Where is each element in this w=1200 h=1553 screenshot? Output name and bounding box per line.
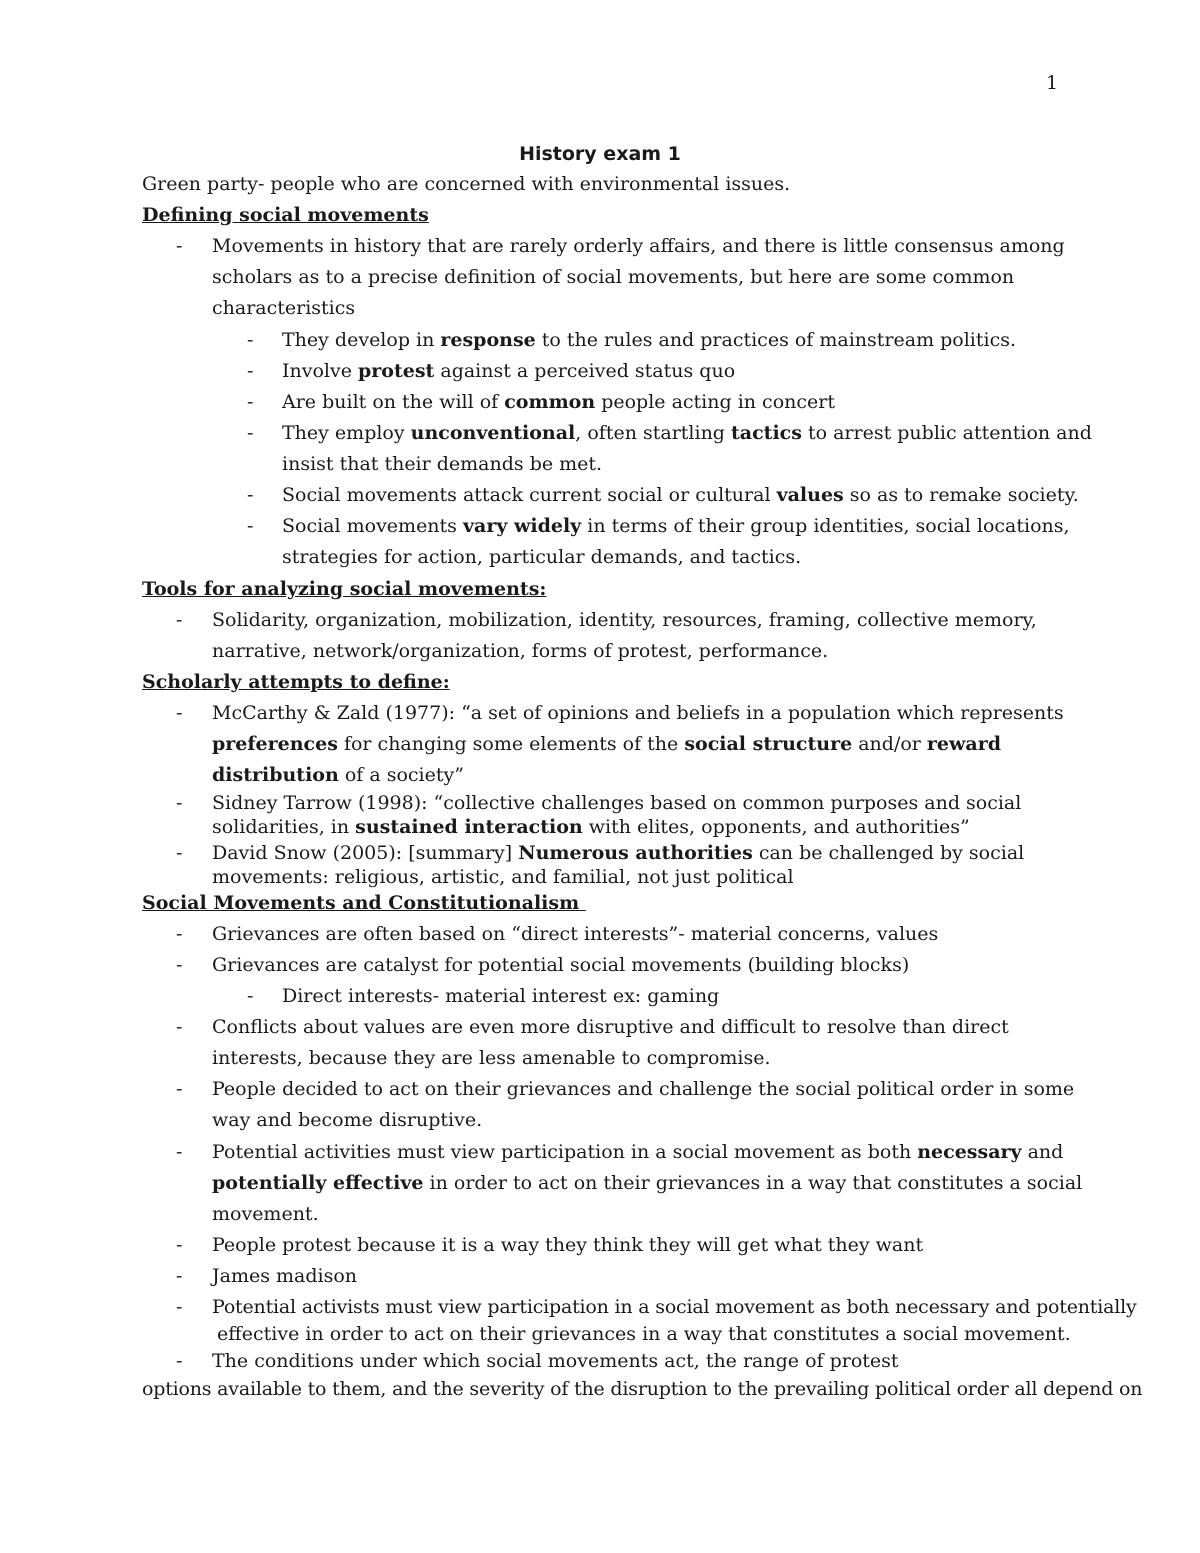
heading-tools: Tools for analyzing social movements: bbox=[142, 578, 547, 600]
sub-list-item-cont: insist that their demands be met. bbox=[282, 453, 603, 475]
list-item: The conditions under which social movements act, the range of protest bbox=[212, 1350, 899, 1372]
bullet-dash: - bbox=[176, 702, 183, 724]
sub-list-item: Direct interests- material interest ex: gaming bbox=[282, 985, 720, 1007]
list-item: People protest because it is a way they think they will get what they want bbox=[212, 1234, 924, 1256]
bullet-dash: - bbox=[176, 842, 183, 864]
sub-list-item: Are built on the will of common people acting in concert bbox=[282, 391, 835, 413]
list-item: Grievances are catalyst for potential social movements (building blocks) bbox=[212, 954, 910, 976]
list-item-cont: scholars as to a precise definition of social movements, but here are some common bbox=[212, 266, 1015, 288]
bullet-dash: - bbox=[176, 1296, 183, 1318]
document-title: History exam 1 bbox=[519, 143, 681, 165]
bullet-dash: - bbox=[176, 1141, 183, 1163]
list-item: Potential activists must view participation in a social movement as both necessary and potentially bbox=[212, 1296, 1137, 1318]
intro-text: Green party- people who are concerned with environmental issues. bbox=[142, 173, 791, 195]
list-item: People decided to act on their grievances and challenge the social political order in some bbox=[212, 1078, 1075, 1100]
list-item-cont: characteristics bbox=[212, 297, 356, 319]
list-item: Grievances are often based on “direct interests”- material concerns, values bbox=[212, 923, 939, 945]
paragraph-text: options available to them, and the severity of the disruption to the prevailing political order all depend on bbox=[142, 1378, 1143, 1400]
list-item: David Snow (2005): [summary] Numerous authorities can be challenged by social bbox=[212, 842, 1025, 864]
sub-bullet-dash: - bbox=[247, 484, 254, 506]
sub-list-item: They employ unconventional, often startling tactics to arrest public attention and bbox=[282, 422, 1092, 444]
list-item-cont: way and become disruptive. bbox=[212, 1109, 483, 1131]
bullet-dash: - bbox=[176, 954, 183, 976]
list-item: Solidarity, organization, mobilization, identity, resources, framing, collective memory, bbox=[212, 609, 1037, 631]
sub-bullet-dash: - bbox=[247, 985, 254, 1007]
list-item: Sidney Tarrow (1998): “collective challenges based on common purposes and social bbox=[212, 792, 1022, 814]
sub-bullet-dash: - bbox=[247, 422, 254, 444]
sub-list-item: Social movements attack current social or cultural values so as to remake society. bbox=[282, 484, 1079, 506]
list-item-cont: distribution of a society” bbox=[212, 764, 464, 786]
sub-bullet-dash: - bbox=[247, 329, 254, 351]
list-item-cont: narrative, network/organization, forms of protest, performance. bbox=[212, 640, 829, 662]
list-item-cont: preferences for changing some elements of the social structure and/or reward bbox=[212, 733, 1001, 755]
list-item-cont: potentially effective in order to act on their grievances in a way that constitutes a social bbox=[212, 1172, 1083, 1194]
bullet-dash: - bbox=[176, 1350, 183, 1372]
sub-bullet-dash: - bbox=[247, 515, 254, 537]
bullet-dash: - bbox=[176, 1016, 183, 1038]
list-item: Potential activities must view participation in a social movement as both necessary and bbox=[212, 1141, 1064, 1163]
bullet-dash: - bbox=[176, 792, 183, 814]
heading-defining: Defining social movements bbox=[142, 204, 429, 226]
bullet-dash: - bbox=[176, 923, 183, 945]
list-item-cont: movements: religious, artistic, and familial, not just political bbox=[212, 866, 794, 888]
page-number: 1 bbox=[1046, 72, 1059, 94]
bullet-dash: - bbox=[176, 235, 183, 257]
sub-list-item: Social movements vary widely in terms of their group identities, social locations, bbox=[282, 515, 1070, 537]
bullet-dash: - bbox=[176, 1234, 183, 1256]
list-item: McCarthy & Zald (1977): “a set of opinions and beliefs in a population which represents bbox=[212, 702, 1064, 724]
list-item-cont: solidarities, in sustained interaction with elites, opponents, and authorities” bbox=[212, 816, 970, 838]
bullet-dash: - bbox=[176, 1078, 183, 1100]
list-item: Movements in history that are rarely orderly affairs, and there is little consensus among bbox=[212, 235, 1065, 257]
list-item-cont: effective in order to act on their grievances in a way that constitutes a social movement. bbox=[217, 1323, 1071, 1345]
sub-list-item: Involve protest against a perceived status quo bbox=[282, 360, 736, 382]
sub-bullet-dash: - bbox=[247, 391, 254, 413]
bullet-dash: - bbox=[176, 609, 183, 631]
sub-list-item: They develop in response to the rules and practices of mainstream politics. bbox=[282, 329, 1017, 351]
sub-bullet-dash: - bbox=[247, 360, 254, 382]
sub-list-item-cont: strategies for action, particular demands, and tactics. bbox=[282, 546, 802, 568]
list-item: Conflicts about values are even more disruptive and difficult to resolve than direct bbox=[212, 1016, 1009, 1038]
heading-scholarly: Scholarly attempts to define: bbox=[142, 671, 450, 693]
bullet-dash: - bbox=[176, 1265, 183, 1287]
heading-constitutionalism: Social Movements and Constitutionalism bbox=[142, 892, 586, 914]
list-item: James madison bbox=[212, 1265, 358, 1287]
list-item-cont: movement. bbox=[212, 1203, 319, 1225]
list-item-cont: interests, because they are less amenable to compromise. bbox=[212, 1047, 771, 1069]
